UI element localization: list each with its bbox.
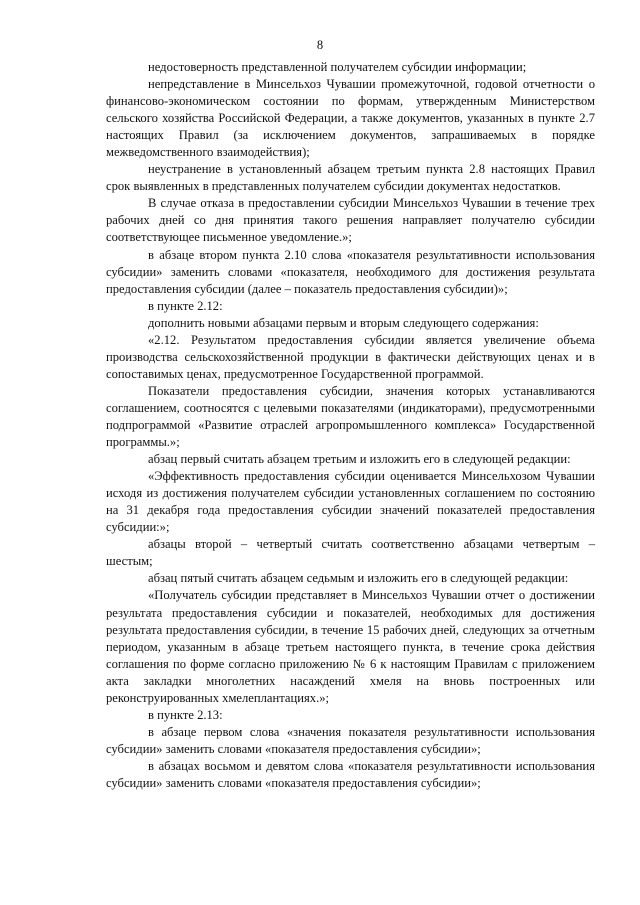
paragraph: неустранение в установленный абзацем третьим пункта 2.8 настоящих Правил срок выявленных в представленных получателем субсидии документах недостатков. — [106, 162, 595, 194]
paragraph: в абзаце первом слова «значения показателя результативности использования субсидии» заменить словами «показателя предоставления субсидии»; — [106, 724, 595, 756]
paragraph: Показатели предоставления субсидии, значения которых устанавливаются соглашением, соотносятся с целевыми показателями (индикаторами), предусмотренными подпрограммой «Развитие отраслей агропромышленного комплекса» Государственной программы.»; — [106, 383, 595, 450]
paragraph: абзац первый считать абзацем третьим и изложить его в следующей редакции: — [148, 452, 571, 467]
paragraph: в абзаце втором пункта 2.10 слова «показателя результативности использования субсидии» заменить словами «показателя, необходимого для достижения результата предоставления субсидии (далее – показатель предоставления субсидии)»; — [106, 247, 595, 296]
paragraph: в пункте 2.13: — [148, 707, 223, 722]
document-body — [106, 59, 595, 792]
paragraph: «Получатель субсидии представляет в Минсельхоз Чувашии отчет о достижении результата предоставления субсидии и показателей, необходимых для достижения результата предоставления субсидии, в течение 15 рабочих дней, следующих за отчетным периодом, указанным в абзаце третьем настоящего пункта, в течение срока действия соглашения по форме согласно приложению № 6 к настоящим Правилам с приложением акта закладки многолетних насаждений хмеля на вновь построенных или реконструированных хмелеплантациях.»; — [106, 588, 595, 705]
paragraph: в абзацах восьмом и девятом слова «показателя результативности использования субсидии» заменить словами «показателя предоставления субсидии»; — [106, 758, 595, 790]
paragraph: в пункте 2.12: — [148, 298, 223, 313]
paragraph: абзац пятый считать абзацем седьмым и изложить его в следующей редакции: — [148, 571, 569, 586]
paragraph: В случае отказа в предоставлении субсидии Минсельхоз Чувашии в течение трех рабочих дней со дня принятия такого решения направляет получателю субсидии соответствующее письменное уведомление.»; — [106, 196, 595, 245]
paragraph: недостоверность представленной получателем субсидии информации; — [148, 60, 527, 74]
paragraph: «2.12. Результатом предоставления субсидии является увеличение объема производства сельскохозяйственной продукции в фактически действующих ценах и в сопоставимых ценах, предусмотренное Государственной программой. — [106, 332, 595, 381]
paragraph: непредставление в Минсельхоз Чувашии промежуточной, годовой отчетности о финансово-экономическом состоянии по формам, утвержденным Министерством сельского хозяйства Российской Федерации, а также документов, указанных в пункте 2.7 настоящих Правил (за исключением документов, запрашиваемых в порядке межведомственного взаимодействия); — [106, 77, 595, 160]
page-number: 8 — [316, 38, 324, 52]
paragraph: дополнить новыми абзацами первым и вторым следующего содержания: — [148, 315, 539, 330]
paragraph: «Эффективность предоставления субсидии оценивается Минсельхозом Чувашии исходя из достижения получателем субсидии установленных соглашением по состоянию на 31 декабря года предоставления субсидии значений показателей предоставления субсидии:»; — [106, 469, 595, 535]
paragraph: абзацы второй – четвертый считать соответственно абзацами четвертым – шестым; — [106, 537, 595, 569]
